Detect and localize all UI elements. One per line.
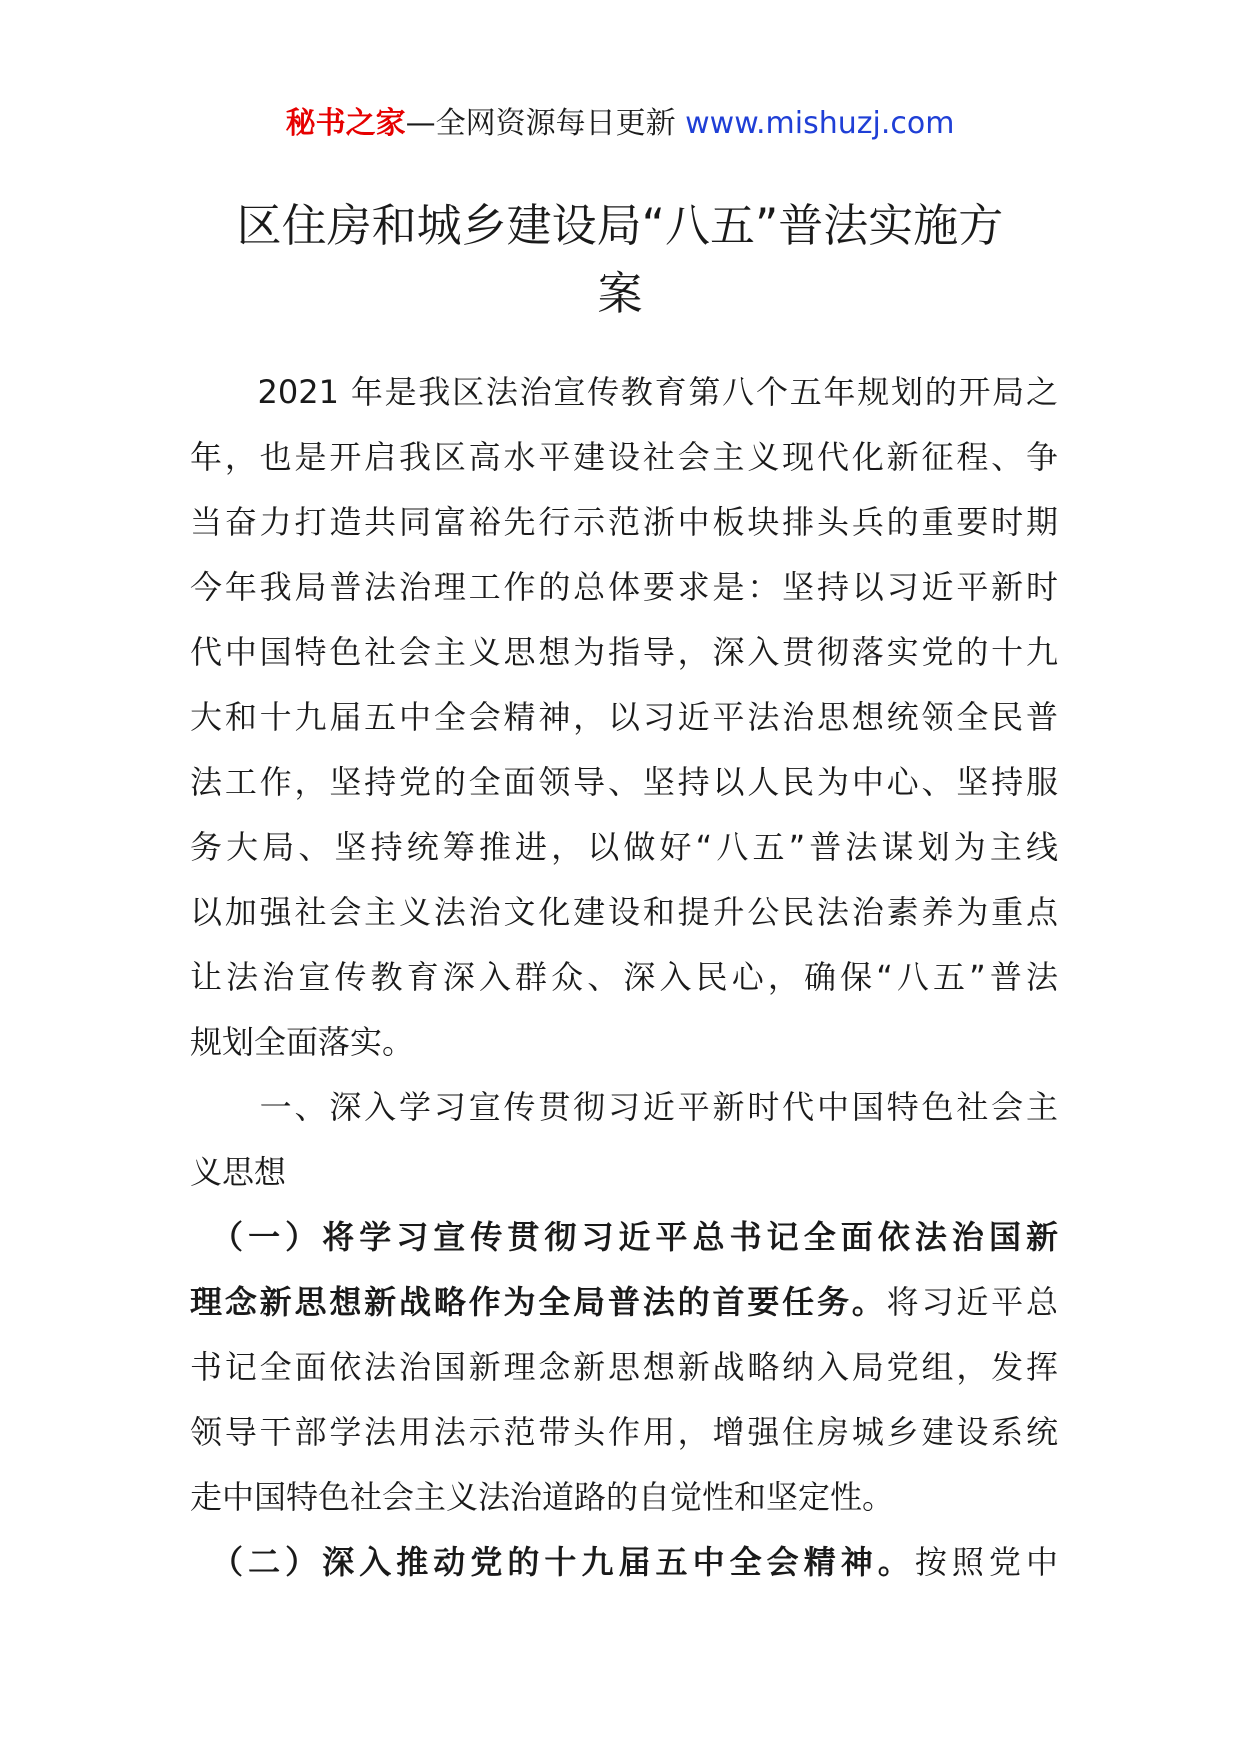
section-heading-line: 义思想 [190, 1153, 287, 1191]
body-line: 2021 年是我区法治宣传教育第八个五年规划的开局之 [190, 373, 1058, 411]
body-line: 让法治宣传教育深入群众、深入民心，确保“八五”普法 [190, 958, 1058, 996]
item2-mixed-line [190, 1530, 1058, 1595]
body-line: 走中国特色社会主义法治道路的自觉性和坚定性。 [190, 1478, 895, 1516]
header-slogan: —全网资源每日更新 [405, 106, 686, 141]
body-line: 法工作，坚持党的全面领导、坚持以人民为中心、坚持服 [190, 763, 1058, 801]
brand-name: 秘书之家 [285, 106, 406, 141]
body-line: 当奋力打造共同富裕先行示范浙中板块排头兵的重要时期 [190, 503, 1058, 541]
body-line: 规划全面落实。 [190, 1023, 415, 1061]
item2-body-start: 按照党中 [914, 1543, 1058, 1581]
title-line-2: 案 [597, 267, 643, 320]
body-line: 今年我局普法治理工作的总体要求是：坚持以习近平新时 [190, 568, 1058, 606]
title-line-1: 区住房和城乡建设局“八五”普法实施方 [236, 199, 1004, 252]
document-title [150, 192, 1090, 328]
body-line: 以加强社会主义法治文化建设和提升公民法治素养为重点 [190, 893, 1058, 931]
section-heading-line: 一、深入学习宣传贯彻习近平新时代中国特色社会主 [190, 1088, 1058, 1126]
site-url[interactable]: www.mishuzj.com [685, 106, 955, 141]
item1-body-start: 将习近平总 [886, 1283, 1058, 1321]
body-line: 书记全面依法治国新理念新思想新战略纳入局党组，发挥 [190, 1348, 1058, 1386]
item1-heading-line: （一）将学习宣传贯彻习近平总书记全面依法治国新 [190, 1218, 1058, 1256]
body-line: 大和十九届五中全会精神，以习近平法治思想统领全民普 [190, 698, 1058, 736]
item1-heading-tail: 理念新思想新战略作为全局普法的首要任务。 [190, 1283, 887, 1321]
item2-heading: （二）深入推动党的十九届五中全会精神。 [190, 1543, 915, 1581]
item1-mixed-line [190, 1270, 1058, 1335]
document-body [190, 360, 1058, 1595]
body-line: 领导干部学法用法示范带头作用，增强住房城乡建设系统 [190, 1413, 1058, 1451]
site-header [0, 104, 1240, 144]
body-line: 代中国特色社会主义思想为指导，深入贯彻落实党的十九 [190, 633, 1058, 671]
body-line: 务大局、坚持统筹推进，以做好“八五”普法谋划为主线 [190, 828, 1058, 866]
body-line: 年，也是开启我区高水平建设社会主义现代化新征程、争 [190, 438, 1058, 476]
